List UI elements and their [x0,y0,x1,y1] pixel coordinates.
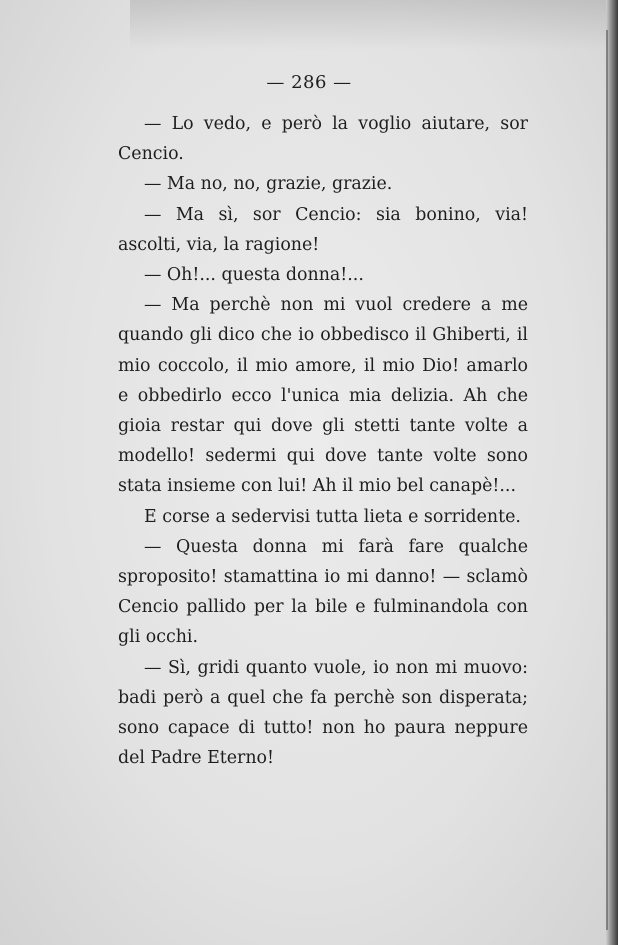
top-shadow [130,0,610,50]
paragraph: — Sì, gridi quanto vuole, io non mi muovo: badi però a quel che fa perchè son disperata; sono capace di tutto! non ho paura neppure del Padre Eterno! [118,657,528,769]
page-number: — 286 — [266,72,352,93]
paragraph: E corse a sedervisi tutta lieta e sorridente. [144,506,521,527]
paragraph: — Ma no, no, grazie, grazie. [144,174,393,195]
text-body [118,109,528,773]
binding-line [606,30,608,930]
paragraph: — Lo vedo, e però la voglio aiutare, sor Cencio. [118,114,528,165]
paragraph: — Ma sì, sor Cencio: sia bonino, via! ascolti, via, la ragione! [118,204,528,255]
paragraph: — Oh!... questa donna!... [144,265,364,286]
paragraph: — Ma perchè non mi vuol credere a me quando gli dico che io obbedisco il Ghiberti, il mio coccolo, il mio amore, il mio Dio! amarlo e obbedirlo ecco l'unica mia delizia. Ah che gioia restar qui dove gli stetti tante volte a modello! sedermi qui dove tante volte sono stata insieme con lui! Ah il mio bel canapè!... [118,295,528,497]
paragraph: — Questa donna mi farà fare qualche sproposito! stamattina io mi danno! — sclamò Cencio pallido per la bile e fulminandola con gli occhi. [118,536,528,648]
